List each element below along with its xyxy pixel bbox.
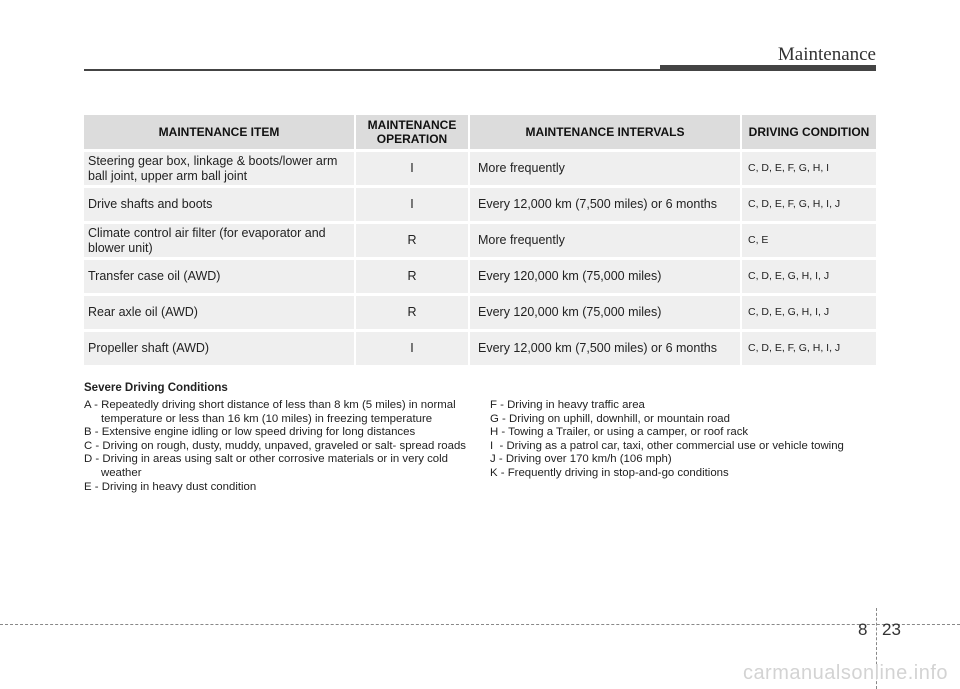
condition-k: K - Frequently driving in stop-and-go conditions	[490, 466, 729, 479]
header-rule-thick	[660, 65, 876, 71]
cell-interval: Every 120,000 km (75,000 miles)	[468, 260, 740, 293]
condition-b: B - Extensive engine idling or low speed driving for long distances	[84, 426, 416, 439]
cell-item: Drive shafts and boots	[84, 188, 354, 221]
severe-conditions-title: Severe Driving Conditions	[84, 382, 228, 394]
conditions-right-column	[490, 399, 876, 481]
cell-condition: C, D, E, F, G, H, I	[740, 152, 876, 185]
table-row	[84, 296, 876, 329]
severe-driving-conditions	[84, 382, 876, 493]
cell-condition: C, D, E, G, H, I, J	[740, 296, 876, 329]
condition-j: J - Driving over 170 km/h (106 mph)	[490, 453, 672, 466]
condition-f: F - Driving in heavy traffic area	[490, 399, 645, 411]
table-row	[84, 152, 876, 185]
cell-operation: R	[354, 260, 468, 293]
cell-condition: C, E	[740, 224, 876, 257]
condition-e: E - Driving in heavy dust condition	[84, 480, 257, 493]
condition-a: A - Repeatedly driving short distance of less than 8 km (5 miles) in normal	[84, 399, 456, 411]
cell-operation: I	[354, 188, 468, 221]
page-number: 23	[882, 620, 901, 639]
cell-item: Propeller shaft (AWD)	[84, 332, 354, 365]
table-row	[84, 260, 876, 293]
condition-d-continued: weather	[101, 466, 142, 479]
column-header-item: MAINTENANCE ITEM	[84, 115, 354, 149]
cell-interval: More frequently	[468, 152, 740, 185]
header-rule-thin	[84, 69, 660, 71]
cell-item: Rear axle oil (AWD)	[84, 296, 354, 329]
column-header-intervals: MAINTENANCE INTERVALS	[468, 115, 740, 149]
cell-item	[84, 224, 354, 257]
watermark-text: carmanualsonline.info	[742, 662, 948, 684]
cell-interval: Every 120,000 km (75,000 miles)	[468, 296, 740, 329]
cell-item	[84, 152, 354, 185]
chapter-number: 8	[858, 620, 868, 639]
condition-h: H - Towing a Trailer, or using a camper, or roof rack	[490, 426, 749, 439]
cell-operation: R	[354, 296, 468, 329]
condition-g: G - Driving on uphill, downhill, or mountain road	[490, 412, 730, 425]
condition-a-continued: temperature or less than 16 km (10 miles) in freezing temperature	[101, 412, 433, 425]
cell-interval: Every 12,000 km (7,500 miles) or 6 months	[468, 188, 740, 221]
condition-i: I - Driving as a patrol car, taxi, other commercial use or vehicle towing	[490, 439, 844, 452]
cell-item: Transfer case oil (AWD)	[84, 260, 354, 293]
footer-dashed-line	[0, 624, 960, 625]
page-header-title: Maintenance	[777, 44, 876, 65]
cell-operation: I	[354, 152, 468, 185]
cell-condition: C, D, E, F, G, H, I, J	[740, 188, 876, 221]
cell-interval: Every 12,000 km (7,500 miles) or 6 months	[468, 332, 740, 365]
table-row	[84, 224, 876, 257]
table-row	[84, 332, 876, 365]
condition-d: D - Driving in areas using salt or other corrosive materials or in very cold	[84, 453, 448, 466]
item-text: Climate control air filter (for evaporator and blower unit)	[88, 225, 326, 255]
column-header-condition: DRIVING CONDITION	[740, 115, 876, 149]
cell-condition: C, D, E, F, G, H, I, J	[740, 332, 876, 365]
cell-condition: C, D, E, G, H, I, J	[740, 260, 876, 293]
condition-c: C - Driving on rough, dusty, muddy, unpaved, graveled or salt- spread roads	[84, 439, 466, 452]
cell-operation: I	[354, 332, 468, 365]
cell-operation: R	[354, 224, 468, 257]
table-header-row	[84, 115, 876, 149]
conditions-left-column	[84, 399, 472, 494]
item-text: Steering gear box, linkage & boots/lower arm ball joint, upper arm ball joint	[88, 153, 338, 183]
maintenance-table	[84, 112, 876, 368]
cell-interval: More frequently	[468, 224, 740, 257]
column-header-operation: MAINTENANCE OPERATION	[354, 115, 468, 149]
table-row	[84, 188, 876, 221]
